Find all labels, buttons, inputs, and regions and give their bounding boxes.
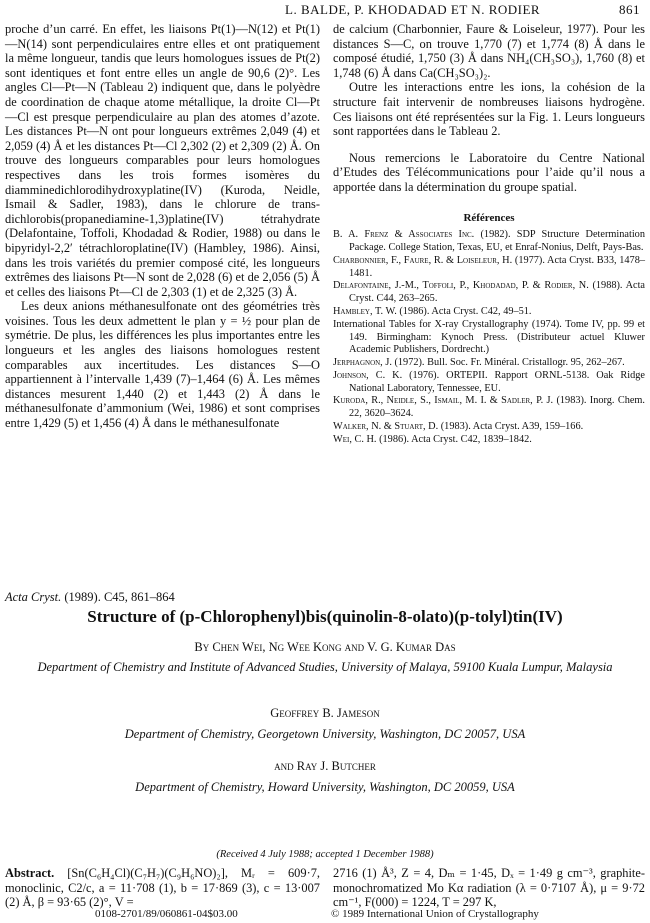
abstract-left: [5, 866, 320, 910]
left-paragraph-1: proche d’un carré. En effet, les liaisons Pt(1)—N(12) et Pt(1)—N(14) sont perpendiculaires entre elles et ont pratiquement la même longueur, tandis que leurs homologues issues de Pt(2) sont identiques et font entre elles un angle de 90,6 (2)°. Les angles Cl—Pt—N (Tableau 2) indiquent que, dans le polyèdre de coordination de chaque atome métallique, la droite Cl—Pt—Cl est presque perpendiculaire au plan des atomes d’azote. Les distances Pt—N ont pour longueurs extrêmes 2,049 (4) et 2,059 (4) Å et les distances Pt—Cl 2,302 (2) et 2,309 (2) Å. On trouve des longueurs comparables pour leurs homologues respectives dans les trois formes isomères du diamminedichlorodihydroxyplatine(IV) (Kuroda, Neidle, Ismail & Sadler, 1983), dans le chlorure de trans-dichlorobis(propanediamine-1,3)platine(IV) tétrahydrate (Delafontaine, Toffoli, Khodadad & Rodier, 1988) ou dans le bipyridyl-2,2′ tétrachloroplatine(IV) (Hambley, 1986). Ainsi, dans les trois variétés du premier composé cité, les longueurs extrêmes des liaisons Pt—N sont de 2,028 (6) et de 2,056 (5) Å et celles des liaisons Pt—Cl de 2,303 (1) et de 2,325 (3) Å.: [5, 22, 320, 299]
abstract-right: 2716 (1) Å³, Z = 4, Dₘ = 1·45, Dₓ = 1·49 g cm⁻³, graphite-monochromatized Mo Kα radiation (λ = 0·7107 Å), μ = 9·72 cm⁻¹, F(000) = 1224, T = 297 K,: [333, 866, 645, 910]
header-authors: L. BALDE, P. KHODADAD ET N. RODIER: [285, 2, 541, 17]
left-column: [5, 22, 320, 431]
reference-item: Charbonnier, F., Faure, R. & Loiseleur, H. (1977). Acta Cryst. B33, 1478–1481.: [333, 254, 645, 279]
reference-item: Kuroda, R., Neidle, S., Ismail, M. I. & Sadler, P. J. (1983). Inorg. Chem. 22, 3620–3624.: [333, 395, 645, 420]
article-code: 0108-2701/89/060861-04$03.00: [95, 908, 238, 920]
references-list: [333, 229, 645, 447]
article-title: Structure of (p-Chlorophenyl)bis(quinolin-8-olato)(p-tolyl)tin(IV): [87, 607, 563, 626]
reference-item: B. A. Frenz & Associates Inc. (1982). SDP Structure Determination Package. College Station, Texas, EU, et Enraf-Nonius, Delft, Pays-Bas.: [333, 229, 645, 253]
reference-item: Jerphagnon, J. (1972). Bull. Soc. Fr. Minéral. Cristallogr. 95, 262–267.: [333, 357, 625, 369]
citation-details: (1989). C45, 861–864: [61, 590, 175, 604]
acknowledgement: Nous remercions le Laboratoire du Centre National d’Etudes des Télécommunications pour l’aide qu’il nous a apportée dans la détermination du groupe spatial.: [333, 150, 645, 194]
author-byline-2: Geoffrey B. Jameson: [270, 706, 380, 720]
right-paragraph-1: de calcium (Charbonnier, Faure & Loiseleur, 1977). Pour les distances S—C, on trouve 1,770 (7) et 1,774 (8) Å dans le composé étudié, 1,750 (3) Å dans NH₄(CH₃SO₃), 1,760 (8) et 1,748 (6) Å dans Ca(CH₃SO₃)₂.: [333, 22, 645, 80]
reference-item: Delafontaine, J.-M., Toffoli, P., Khodadad, P. & Rodier, N. (1988). Acta Cryst. C44, 263–265.: [333, 280, 646, 305]
reference-item: Johnson, C. K. (1976). ORTEPII. Rapport ORNL-5138. Oak Ridge National Laboratory, Tennessee, EU.: [333, 369, 645, 394]
affiliation-3: Department of Chemistry, Howard University, Washington, DC 20059, USA: [135, 780, 515, 794]
received-dates: (Received 4 July 1988; accepted 1 December 1988): [216, 849, 434, 860]
abstract-label: Abstract.: [5, 866, 55, 880]
copyright: © 1989 International Union of Crystallography: [331, 908, 539, 920]
right-paragraph-2: Outre les interactions entre les ions, la cohésion de la structure fait intervenir de nombreuses liaisons hydrogène. Ces liaisons ont été représentées sur la Fig. 1. Leurs longueurs sont rapportées dans le Tableau 2.: [333, 80, 645, 139]
page-number: 861: [619, 2, 640, 17]
reference-item: Wei, C. H. (1986). Acta Cryst. C42, 1839–1842.: [333, 433, 532, 445]
reference-item: Walker, N. & Stuart, D. (1983). Acta Cryst. A39, 159–166.: [333, 421, 584, 433]
reference-item: International Tables for X-ray Crystallography (1974). Tome IV, pp. 99 et 149. Birmingham: Kynoch Press. (Distributeur actuel Kluwer Academic Publishers, Dordrecht.): [333, 318, 645, 356]
abstract-left-text: [Sn(C₆H₄Cl)(C₇H₇)(C₉H₆NO)₂], Mᵣ = 609·7, monoclinic, C2/c, a = 11·708 (1), b = 17·869 (3), c = 13·007 (2) Å, β = 93·65 (2)°, V =: [5, 866, 320, 910]
running-header: [0, 2, 650, 18]
affiliation-2: Department of Chemistry, Georgetown University, Washington, DC 20057, USA: [124, 727, 526, 741]
author-byline-3: and Ray J. Butcher: [274, 759, 376, 773]
right-column: [333, 22, 645, 447]
author-byline-1: By Chen Wei, Ng Wee Kong and V. G. Kumar Das: [194, 640, 456, 654]
affiliation-1: Department of Chemistry and Institute of Advanced Studies, University of Malaya, 59100 Kuala Lumpur, Malaysia: [37, 660, 613, 674]
reference-item: Hambley, T. W. (1986). Acta Cryst. C42, 49–51.: [333, 305, 532, 317]
journal-name: Acta Cryst.: [5, 590, 62, 604]
left-paragraph-2: Les deux anions méthanesulfonate ont des géométries très voisines. Tous les deux admettent le plan y = ½ pour plan de symétrie. De plus, les différences les plus importantes entre les longueurs et les angles des liaisons homologues restent comparables aux incertitudes. Les distances S—O appartiennent à l’intervalle 1,439 (7)–1,464 (6) Å. Les mêmes distances mesurent 1,440 (2) et 1,443 (2) Å dans le méthanesulfonate d’ammonium (Wei, 1986) et sont comprises entre 1,429 (5) et 1,456 (4) Å dans le méthanesulfonate: [5, 299, 320, 431]
references-title: Références: [463, 211, 515, 224]
journal-citation: [5, 590, 175, 605]
